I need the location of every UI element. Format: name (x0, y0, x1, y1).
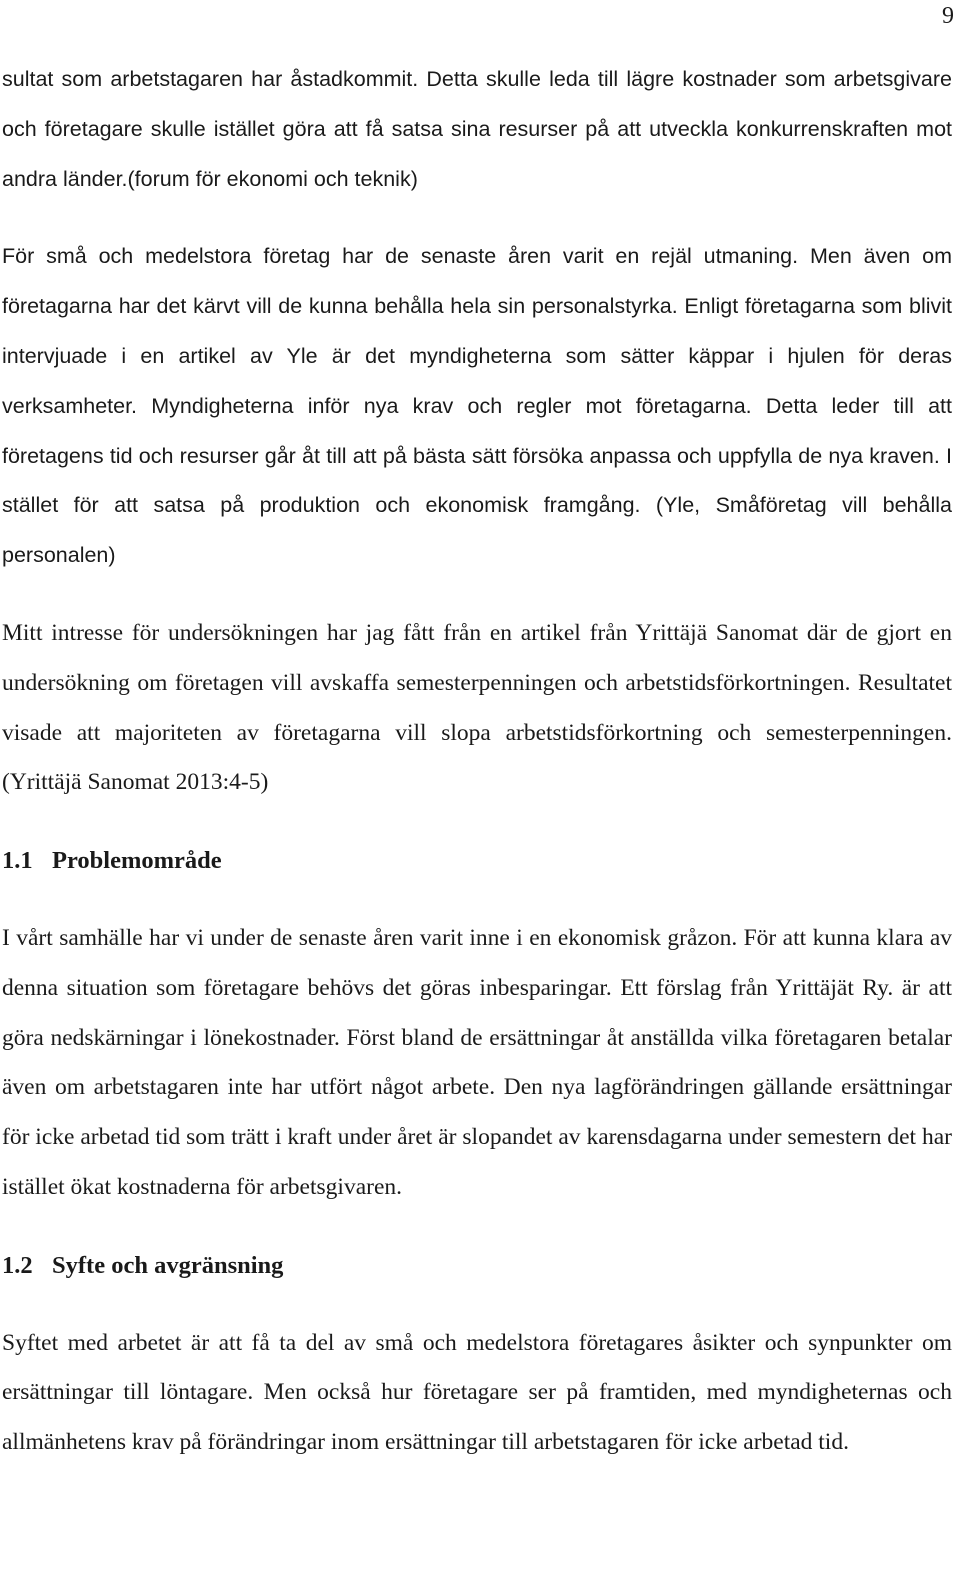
paragraph-purpose: Syftet med arbetet är att få ta del av små och medelstora företagares åsikter och synpunkter om ersättningar till löntagare. Men också hur företagare ser på framtiden, med myndigheternas och allmänhetens krav på förändringar inom ersättningar till arbetstagaren för icke arbetad tid. (2, 1329, 952, 1456)
paragraph-gap (2, 204, 952, 232)
document-body (2, 55, 952, 1468)
page-number: 9 (942, 3, 954, 29)
paragraph-small-medium-companies: För små och medelstora företag har de senaste åren varit en rejäl utmaning. Men även om företagarna har det kärvt vill de kunna behålla hela sin personalstyrka. Enligt företagarna som blivit intervjuade i en artikel av Yle är det myndigheterna som sätter käppar i hjulen för deras verksamheter. Myndigheterna inför nya krav och regler mot företagarna. Detta leder till att företagens tid och resurser går åt till att på bästa sätt försöka anpassa och uppfylla de nya kraven. I stället för att satsa på produktion och ekonomisk framgång. (Yle, Småföretag vill behålla personalen) (2, 244, 952, 568)
section-title: Problemområde (52, 847, 222, 875)
paragraph-gap (2, 886, 952, 914)
section-heading-problemomrade (2, 836, 952, 886)
section-heading-syfte (2, 1241, 952, 1291)
section-number: 1.2 (2, 1251, 33, 1279)
paragraph-gap (2, 1291, 952, 1319)
paragraph-interest: Mitt intresse för undersökningen har jag fått från en artikel från Yrittäjä Sanomat där de gjort en undersökning om företagen vill avskaffa semesterpenningen och arbetstidsförkortningen. Resultatet visade att majoriteten av företagarna vill slopa arbetstidsförkortning och semesterpenningen. (Yrittäjä Sanomat 2013:4-5) (2, 619, 952, 796)
paragraph-gap (2, 1213, 952, 1241)
paragraph-gap (2, 808, 952, 836)
section-number: 1.1 (2, 847, 33, 875)
paragraph-problem: I vårt samhälle har vi under de senaste åren varit inne i en ekonomisk gråzon. För att kunna klara av denna situation som företagare behövs det göras inbesparingar. Ett förslag från Yrittäjät Ry. är att göra nedskärningar i lönekostnader. Först bland de ersättningar åt anställda vilka företagaren betalar även om arbetstagaren inte har utfört något arbete. Den nya lagförändringen gällande ersättningar för icke arbetad tid som trätt i kraft under året är slopandet av karensdagarna under semestern det har istället ökat kostnaderna för arbetsgivaren. (2, 924, 952, 1200)
paragraph-gap (2, 581, 952, 609)
paragraph-intro-continuation: sultat som arbetstagaren har åstadkommit. Detta skulle leda till lägre kostnader som arbetsgivare och företagare skulle istället göra att få satsa sina resurser på att utveckla konkurrenskraften mot andra länder.(forum för ekonomi och teknik) (2, 67, 952, 191)
section-title: Syfte och avgränsning (52, 1251, 284, 1279)
